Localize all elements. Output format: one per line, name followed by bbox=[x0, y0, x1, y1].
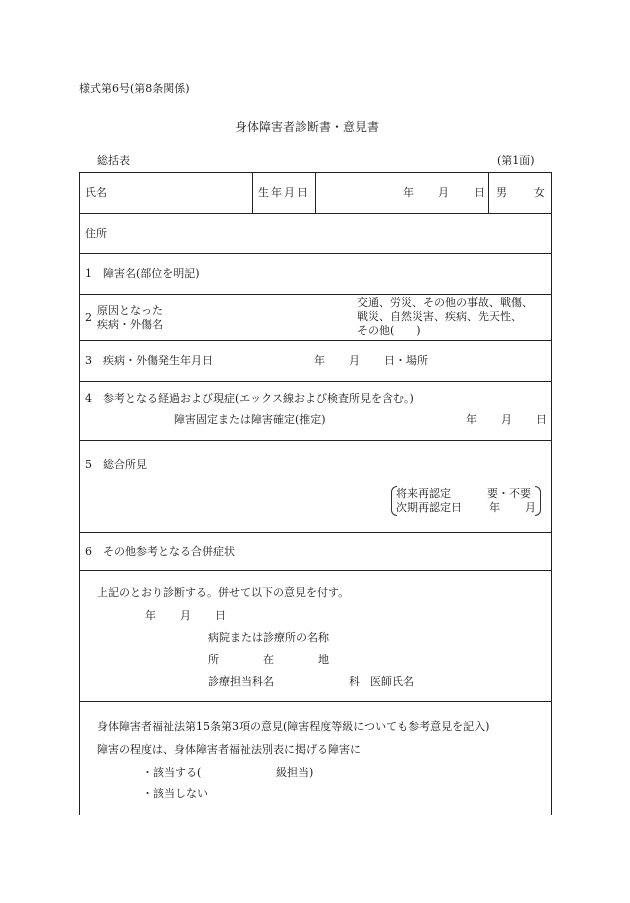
form-number: 様式第6号(第8条関係) bbox=[79, 82, 190, 95]
address-label: 住所 bbox=[85, 227, 107, 240]
findings-field[interactable] bbox=[85, 474, 385, 528]
disability-name-label: 1 障害名(部位を明記) bbox=[85, 267, 200, 280]
grade-label: 級担当) bbox=[276, 766, 314, 779]
disability-name-field[interactable] bbox=[215, 257, 545, 290]
option-applicable[interactable]: ・該当する( bbox=[142, 766, 202, 779]
diagnosis-year-label: 年 bbox=[145, 609, 156, 622]
fixed-month-label: 月 bbox=[501, 413, 512, 426]
diagnosis-day-label: 日 bbox=[215, 609, 226, 622]
diagnosis-month-label: 月 bbox=[180, 609, 191, 622]
cause-field[interactable] bbox=[185, 298, 350, 336]
fixed-year-label: 年 bbox=[466, 413, 477, 426]
next-recert-label: 次期再認定日 bbox=[396, 501, 462, 514]
fixed-date-label: 障害固定または障害確定(推定) bbox=[174, 413, 326, 426]
cell-divider bbox=[488, 172, 489, 213]
cause-number: 2 bbox=[85, 311, 92, 324]
doctor-name-field[interactable] bbox=[420, 672, 540, 690]
document-title: 身体障害者診断書・意見書 bbox=[235, 120, 380, 134]
row-divider bbox=[79, 213, 552, 214]
name-label: 氏名 bbox=[85, 186, 107, 199]
cause-options-line1: 交通、労災、その他の事故、戦傷、 bbox=[357, 296, 533, 309]
diagnosis-statement: 上記のとおり診断する。併せて以下の意見を付す。 bbox=[97, 586, 350, 599]
dob-month-label: 月 bbox=[438, 186, 449, 199]
section-label: 総括表 bbox=[97, 154, 130, 167]
sex-option-female[interactable]: 女 bbox=[534, 186, 545, 199]
cell-divider bbox=[252, 172, 253, 213]
opinion-sentence: 障害の程度は、身体障害者福祉法別表に掲げる障害に bbox=[97, 743, 361, 756]
row-divider bbox=[79, 381, 552, 382]
dob-year-label: 年 bbox=[403, 186, 414, 199]
row-divider bbox=[79, 701, 552, 702]
hospital-name-field[interactable] bbox=[340, 628, 540, 646]
onset-day-place-label: 日・場所 bbox=[384, 354, 428, 367]
recert-value[interactable]: 要・不要 bbox=[487, 487, 531, 500]
hospital-address-field[interactable] bbox=[340, 650, 540, 668]
fixed-day-label: 日 bbox=[536, 413, 547, 426]
next-recert-year-label: 年 bbox=[489, 501, 500, 514]
department-suffix: 科 bbox=[349, 675, 360, 688]
name-field[interactable] bbox=[115, 176, 249, 209]
sex-option-male[interactable]: 男 bbox=[496, 186, 507, 199]
row-divider bbox=[79, 253, 552, 254]
table-right-border bbox=[551, 172, 552, 815]
option-not-applicable[interactable]: ・該当しない bbox=[142, 787, 208, 800]
row-divider bbox=[79, 532, 552, 533]
doctor-name-label: 医師氏名 bbox=[370, 675, 414, 688]
cause-label-line1: 原因となった bbox=[97, 304, 163, 317]
cause-options-line3: その他( ) bbox=[357, 324, 421, 337]
hospital-name-label: 病院または診療所の名称 bbox=[208, 631, 329, 644]
opinion-heading: 身体障害者福祉法第15条第3項の意見(障害程度等級についても参考意見を記入) bbox=[97, 720, 490, 733]
grade-field[interactable] bbox=[205, 763, 273, 781]
department-label: 診療担当科名 bbox=[208, 675, 274, 688]
cause-options-line2: 戦災、自然災害、疾病、先天性、 bbox=[357, 310, 522, 323]
page-label: (第1面) bbox=[497, 154, 535, 167]
row-divider bbox=[79, 440, 552, 441]
dob-field[interactable] bbox=[318, 176, 485, 209]
hospital-address-label: 所 在 地 bbox=[208, 653, 329, 666]
dob-label: 生年月日 bbox=[258, 186, 310, 199]
address-field[interactable] bbox=[115, 217, 545, 249]
onset-place-field[interactable] bbox=[440, 344, 545, 377]
cause-label-line2: 疾病・外傷名 bbox=[97, 318, 163, 331]
row-divider bbox=[79, 340, 552, 341]
cell-divider bbox=[315, 172, 316, 213]
row-divider bbox=[79, 570, 552, 571]
complications-field[interactable] bbox=[245, 536, 545, 566]
history-label: 4 参考となる経過および現症(エックス線および検査所見を含む。) bbox=[85, 392, 414, 405]
next-recert-month-label: 月 bbox=[525, 501, 536, 514]
row-divider bbox=[79, 294, 552, 295]
onset-year-label: 年 bbox=[314, 354, 325, 367]
onset-month-label: 月 bbox=[349, 354, 360, 367]
table-left-border bbox=[79, 172, 80, 815]
complications-label: 6 その他参考となる合併症状 bbox=[85, 545, 235, 558]
onset-date-label: 3 疾病・外傷発生年月日 bbox=[85, 354, 213, 367]
dob-day-label: 日 bbox=[474, 186, 485, 199]
findings-label: 5 総合所見 bbox=[85, 458, 147, 471]
recert-label: 将来再認定 bbox=[396, 487, 451, 500]
